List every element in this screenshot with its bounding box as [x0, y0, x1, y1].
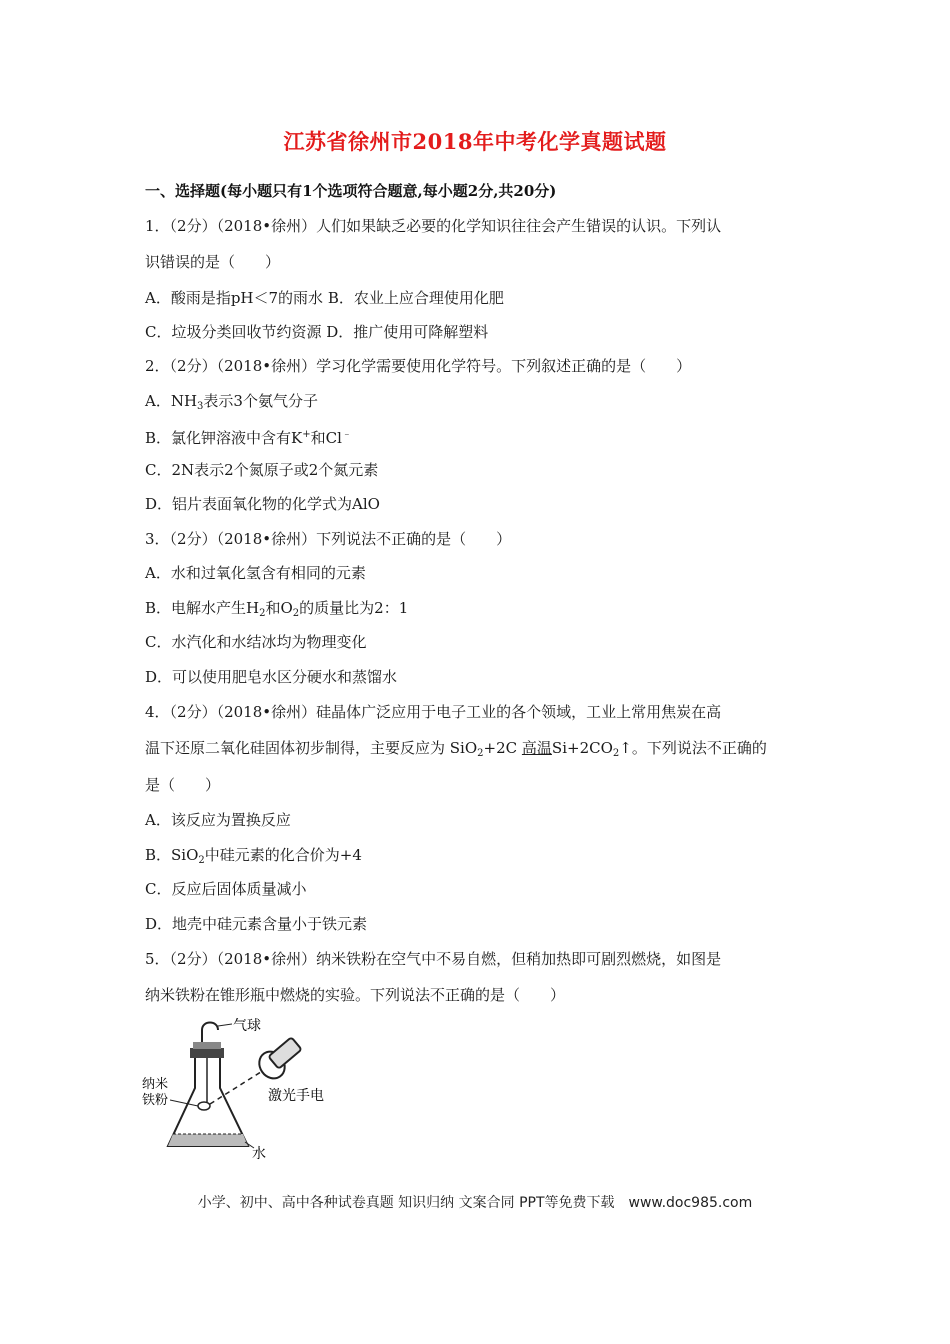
page-footer: 小学、初中、高中各种试卷真题 知识归纳 文案合同 PPT等免费下载 www.doc985.com [197, 1195, 753, 1211]
q4-option-d: D．地壳中硅元素含量小于铁元素 [145, 915, 368, 933]
laser-beam [210, 1070, 264, 1104]
q4-option-a: A．该反应为置换反应 [145, 811, 291, 829]
balloon-label: 气球 [233, 1018, 261, 1034]
q2-option-b: B．氯化钾溶液中含有K+和Cl﹣ [145, 429, 352, 447]
q1-options-cd: C．垃圾分类回收节约资源 D．推广使用可降解塑料 [145, 323, 489, 341]
balloon-tube [202, 1023, 218, 1031]
balloon-pointer [218, 1024, 232, 1026]
q2-option-c: C．2N表示2个氮原子或2个氮元素 [145, 461, 379, 479]
section-heading: 一、选择题(每小题只有1个选项符合题意,每小题2分,共20分) [145, 182, 557, 200]
q4-option-b: B．SiO$_2$中硅元素的化合价为+4 [145, 846, 362, 866]
q3-option-a: A．水和过氧化氢含有相同的元素 [145, 564, 366, 582]
reaction-condition: 高温 [521, 739, 552, 757]
water-label: 水 [252, 1146, 266, 1162]
q3-option-b: B．电解水产生$H_2$和$O_2$的质量比为2：1 [145, 599, 409, 619]
laser-label: 激光手电 [268, 1088, 324, 1104]
nano-label-1: 纳米 [142, 1077, 169, 1092]
q3-stem: 3．（2分）（2018•徐州）下列说法不正确的是（ ） [145, 530, 512, 548]
q5-stem-line1: 5．（2分）（2018•徐州）纳米铁粉在空气中不易自燃，但稍加热即可剧烈燃烧，如图是 [145, 950, 722, 968]
q3-option-c: C．水汽化和水结冰均为物理变化 [145, 633, 367, 651]
nano-pointer [170, 1100, 198, 1106]
q2-option-a: A．$NH_3$表示3个氨气分子 [145, 392, 318, 412]
q2-stem: 2．（2分）（2018•徐州）学习化学需要使用化学符号。下列叙述正确的是（ ） [145, 357, 692, 375]
nano-label-2: 铁粉 [142, 1093, 169, 1108]
q1-options-ab: A．酸雨是指pH＜7的雨水 B．农业上应合理使用化肥 [145, 289, 504, 307]
q4-option-c: C．反应后固体质量减小 [145, 880, 307, 898]
q1-stem-line2: 识错误的是（ ） [145, 253, 281, 271]
q4-stem-line1: 4．（2分）（2018•徐州）硅晶体广泛应用于电子工业的各个领域，工业上常用焦炭在高 [145, 703, 722, 721]
flask-experiment-figure [140, 1018, 340, 1163]
q4-stem-line2: 温下还原二氧化硅固体初步制得，主要反应为 SiO$_2$+2C 高温$Si+2CO_2↑$。下列说法不正确的 [145, 739, 767, 759]
iron-powder-spoon [198, 1102, 210, 1110]
rubber-stopper [190, 1048, 224, 1058]
stopper-top [193, 1042, 221, 1049]
q5-stem-line2: 纳米铁粉在锥形瓶中燃烧的实验。下列说法不正确的是（ ） [145, 986, 566, 1004]
page-title: 江苏省徐州市2018年中考化学真题试题 [283, 129, 667, 154]
q2-option-d: D．铝片表面氧化物的化学式为AlO [145, 495, 380, 513]
q4-stem-line3: 是（ ） [145, 776, 221, 794]
q3-option-d: D．可以使用肥皂水区分硬水和蒸馏水 [145, 668, 398, 686]
water-layer [168, 1134, 248, 1146]
q1-stem-line1: 1．（2分）（2018•徐州）人们如果缺乏必要的化学知识往往会产生错误的认识。下列认 [145, 217, 722, 235]
